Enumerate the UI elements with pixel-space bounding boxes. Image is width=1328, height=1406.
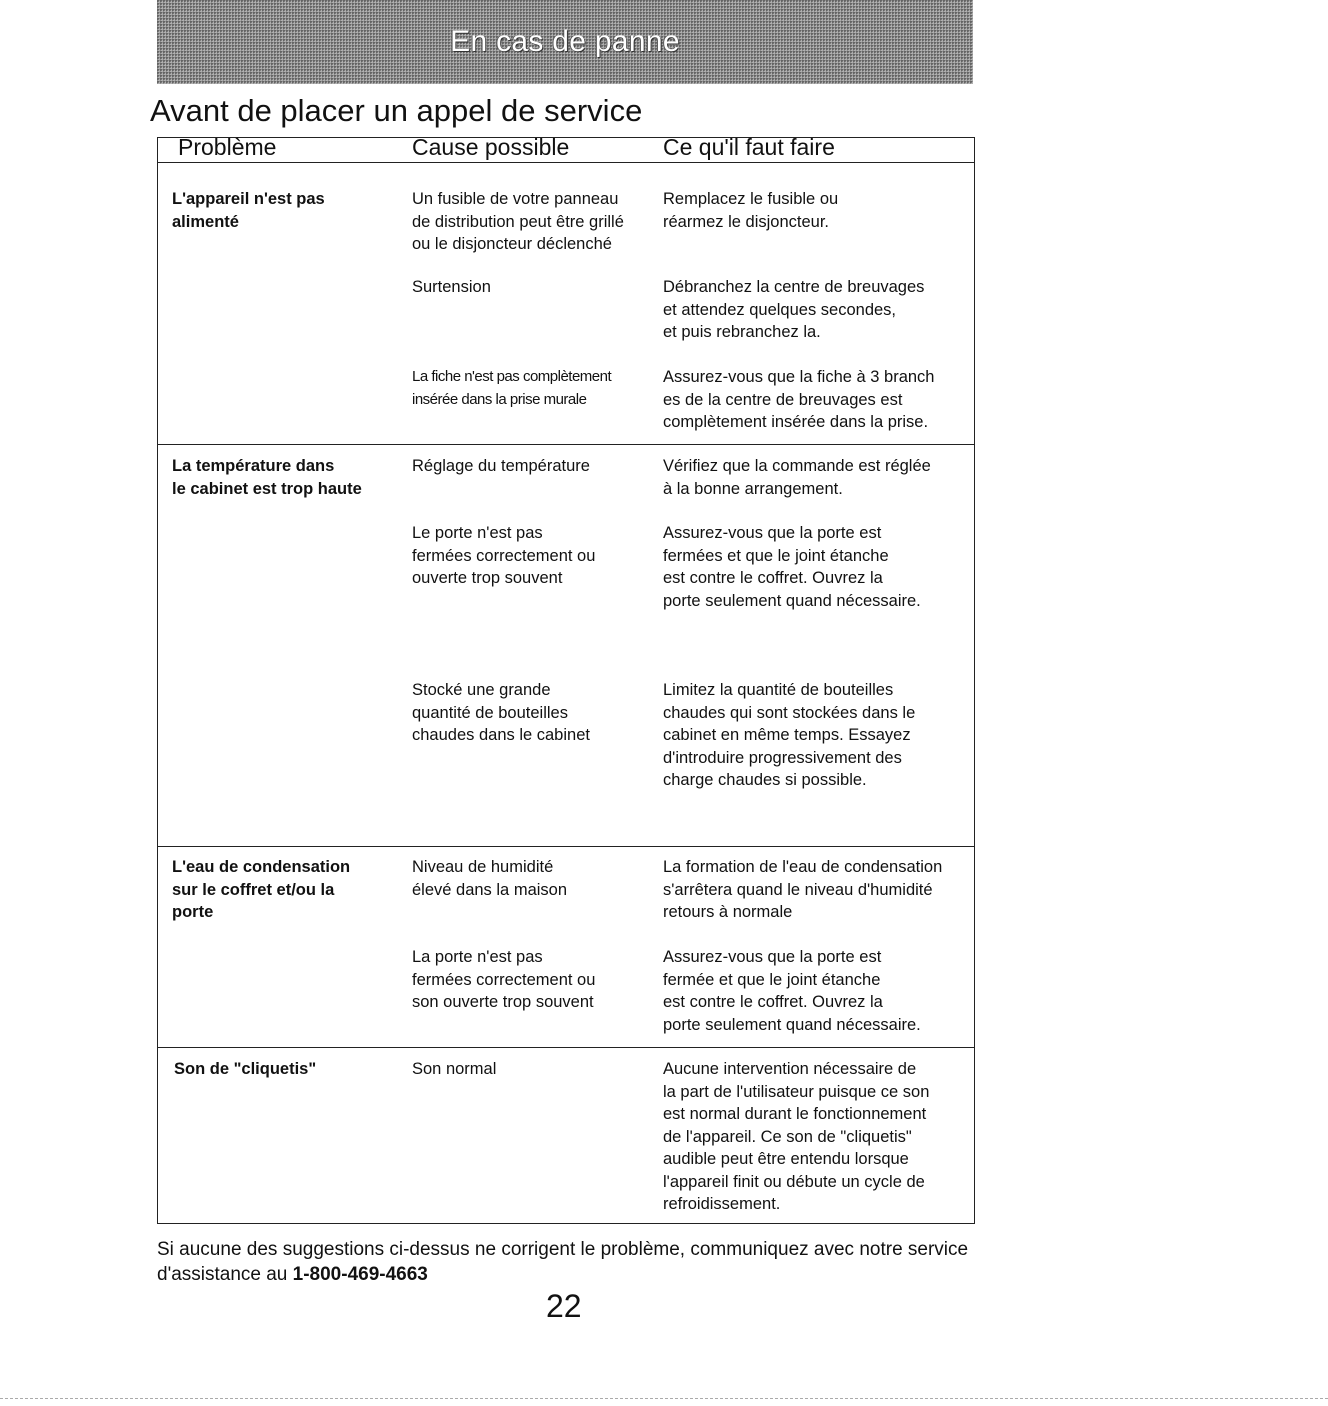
header-cause: Cause possible	[412, 134, 570, 160]
action-cell: Remplacez le fusible ou réarmez le disjoncteur.	[663, 190, 839, 231]
action-cell: Débranchez la centre de breuvages et attendez quelques secondes, et puis rebranchez la.	[663, 278, 925, 341]
header-action: Ce qu'il faut faire	[663, 134, 835, 160]
action-cell: La formation de l'eau de condensation s'arrêtera quand le niveau d'humidité retours à normale	[663, 858, 943, 921]
cause-cell: Le porte n'est pas fermées correctement ou ouverte trop souvent	[412, 524, 596, 587]
cause-cell: La porte n'est pas fermées correctement ou son ouverte trop souvent	[412, 948, 596, 1011]
header-banner	[157, 0, 973, 84]
problem-cell: L'eau de condensation sur le coffret et/ou la porte	[172, 858, 351, 921]
header-problem: Problème	[178, 134, 277, 160]
cause-cell: Un fusible de votre panneau de distribution peut être grillé ou le disjoncteur déclenché	[412, 190, 624, 253]
problem-cell: Son de "cliquetis"	[174, 1060, 317, 1078]
footer-text: Si aucune des suggestions ci-dessus ne corrigent le problème, communiquez avec notre service d'assistance au	[157, 1239, 969, 1285]
troubleshooting-table	[157, 134, 975, 1224]
cause-cell: Surtension	[412, 278, 491, 296]
row-divider	[158, 1047, 974, 1048]
action-cell: Aucune intervention nécessaire de la part de l'utilisateur puisque ce son est normal durant le fonctionnement de l'appareil. Ce son de "cliquetis" audible peut être entendu lorsque l'appareil finit ou débute un cycle de refroidissement.	[663, 1060, 930, 1213]
footer-note	[157, 1237, 997, 1287]
cause-cell: La fiche n'est pas complètement insérée dans la prise murale	[412, 368, 612, 408]
cause-cell: Son normal	[412, 1060, 497, 1078]
support-phone: 1-800-469-4663	[292, 1264, 428, 1285]
action-cell: Assurez-vous que la fiche à 3 branch es de la centre de breuvages est complètement insérée dans la prise.	[663, 368, 935, 431]
cause-cell: Réglage du température	[412, 457, 590, 475]
row-divider	[158, 444, 974, 445]
cause-cell: Niveau de humidité élevé dans la maison	[412, 858, 568, 899]
page-number: 22	[546, 1288, 582, 1324]
page-subtitle: Avant de placer un appel de service	[150, 93, 643, 128]
action-cell: Assurez-vous que la porte est fermée et que le joint étanche est contre le coffret. Ouvrez la porte seulement quand nécessaire.	[663, 948, 921, 1034]
action-cell: Vérifiez que la commande est réglée à la bonne arrangement.	[663, 457, 931, 498]
banner-title: En cas de panne	[450, 25, 680, 58]
problem-cell: La température dans le cabinet est trop haute	[172, 457, 362, 498]
cause-cell: Stocké une grande quantité de bouteilles chaudes dans le cabinet	[412, 681, 590, 744]
row-divider	[158, 846, 974, 847]
bottom-rule	[0, 1398, 1328, 1399]
problem-cell: L'appareil n'est pas alimenté	[172, 190, 325, 231]
table-header	[158, 134, 974, 163]
action-cell: Assurez-vous que la porte est fermées et que le joint étanche est contre le coffret. Ouvrez la porte seulement quand nécessaire.	[663, 524, 921, 610]
action-cell: Limitez la quantité de bouteilles chaudes qui sont stockées dans le cabinet en même temps. Essayez d'introduire progressivement des charge chaudes si possible.	[663, 681, 916, 789]
